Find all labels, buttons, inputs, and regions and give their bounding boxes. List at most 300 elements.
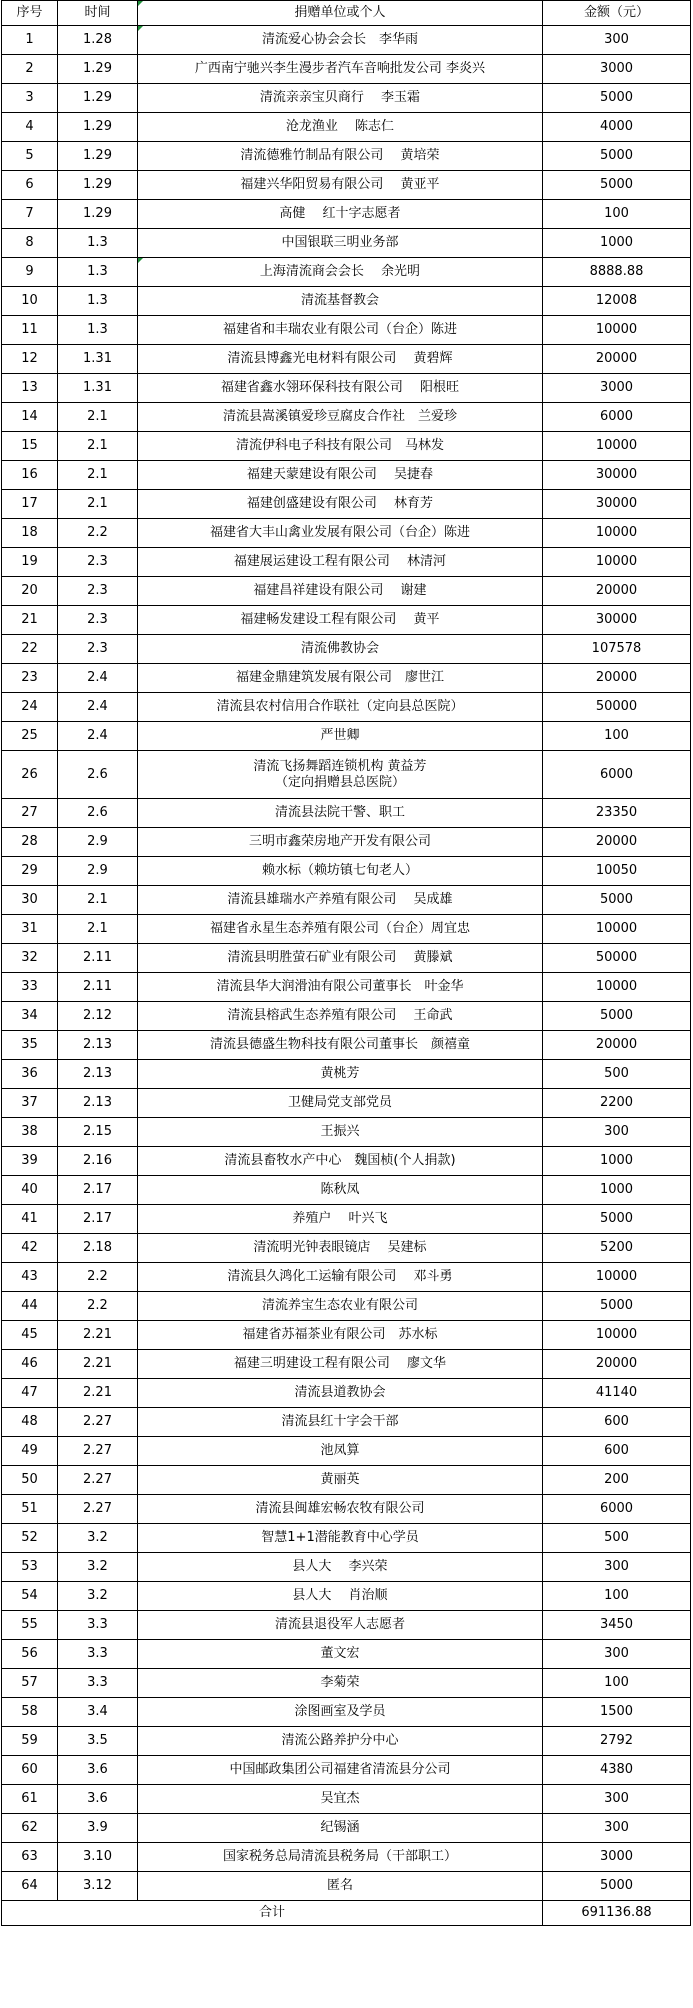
cell-time: 2.4	[58, 722, 138, 751]
cell-no: 60	[2, 1756, 58, 1785]
cell-no: 52	[2, 1524, 58, 1553]
cell-time: 2.9	[58, 857, 138, 886]
cell-time: 3.3	[58, 1669, 138, 1698]
cell-donor: 上海清流商会会长 余光明	[138, 258, 543, 287]
cell-amount: 10000	[543, 548, 691, 577]
cell-no: 10	[2, 287, 58, 316]
cell-amount: 12008	[543, 287, 691, 316]
cell-time: 2.21	[58, 1350, 138, 1379]
cell-no: 3	[2, 84, 58, 113]
table-row	[2, 1843, 691, 1872]
cell-no: 29	[2, 857, 58, 886]
cell-donor: 国家税务总局清流县税务局（干部职工）	[138, 1843, 543, 1872]
cell-amount: 200	[543, 1466, 691, 1495]
cell-donor: 清流伊科电子科技有限公司 马林发	[138, 432, 543, 461]
cell-amount: 1000	[543, 1176, 691, 1205]
cell-no: 19	[2, 548, 58, 577]
cell-amount: 10000	[543, 915, 691, 944]
table-row	[2, 84, 691, 113]
table-row	[2, 1089, 691, 1118]
cell-time: 2.1	[58, 915, 138, 944]
cell-amount: 300	[543, 26, 691, 55]
cell-time: 2.1	[58, 886, 138, 915]
cell-donor: 福建省苏福茶业有限公司 苏水标	[138, 1321, 543, 1350]
cell-time: 3.3	[58, 1640, 138, 1669]
cell-donor: 王振兴	[138, 1118, 543, 1147]
table-row	[2, 403, 691, 432]
cell-no: 14	[2, 403, 58, 432]
cell-amount: 1000	[543, 229, 691, 258]
table-row	[2, 1727, 691, 1756]
cell-donor: 清流县法院干警、职工	[138, 799, 543, 828]
cell-amount: 30000	[543, 606, 691, 635]
table-row	[2, 1002, 691, 1031]
table-row	[2, 1060, 691, 1089]
cell-amount: 5000	[543, 1002, 691, 1031]
cell-donor: 涂图画室及学员	[138, 1698, 543, 1727]
cell-donor: 养殖户 叶兴飞	[138, 1205, 543, 1234]
cell-donor: 福建创盛建设有限公司 林育芳	[138, 490, 543, 519]
cell-amount: 5000	[543, 886, 691, 915]
cell-donor: 池凤算	[138, 1437, 543, 1466]
table-row	[2, 635, 691, 664]
cell-time: 3.5	[58, 1727, 138, 1756]
table-row	[2, 1176, 691, 1205]
cell-time: 2.3	[58, 606, 138, 635]
cell-no: 20	[2, 577, 58, 606]
cell-donor: 福建省和丰瑞农业有限公司（台企）陈进	[138, 316, 543, 345]
cell-amount: 300	[543, 1118, 691, 1147]
cell-donor: 清流明光钟表眼镜店 吴建标	[138, 1234, 543, 1263]
cell-amount: 6000	[543, 403, 691, 432]
table-row	[2, 1698, 691, 1727]
cell-time: 1.31	[58, 374, 138, 403]
cell-amount: 20000	[543, 577, 691, 606]
cell-amount: 10000	[543, 1263, 691, 1292]
cell-no: 26	[2, 751, 58, 799]
cell-donor: 福建畅发建设工程有限公司 黄平	[138, 606, 543, 635]
cell-time: 2.1	[58, 432, 138, 461]
cell-amount: 2792	[543, 1727, 691, 1756]
cell-donor: 福建天蒙建设有限公司 吴捷春	[138, 461, 543, 490]
cell-donor: 清流爱心协会会长 李华雨	[138, 26, 543, 55]
cell-no: 48	[2, 1408, 58, 1437]
cell-donor: 董文宏	[138, 1640, 543, 1669]
cell-time: 3.6	[58, 1756, 138, 1785]
table-row	[2, 1031, 691, 1060]
cell-time: 2.18	[58, 1234, 138, 1263]
cell-time: 1.29	[58, 171, 138, 200]
table-row	[2, 973, 691, 1002]
cell-donor: 赖水标（赖坊镇七旬老人）	[138, 857, 543, 886]
cell-donor: 福建省大丰山禽业发展有限公司（台企）陈进	[138, 519, 543, 548]
table-row	[2, 1408, 691, 1437]
cell-time: 3.4	[58, 1698, 138, 1727]
cell-time: 1.3	[58, 258, 138, 287]
cell-amount: 10000	[543, 519, 691, 548]
table-row	[2, 490, 691, 519]
cell-time: 2.12	[58, 1002, 138, 1031]
cell-no: 22	[2, 635, 58, 664]
donation-table	[1, 0, 691, 1926]
table-row	[2, 374, 691, 403]
cell-time: 2.16	[58, 1147, 138, 1176]
table-row	[2, 258, 691, 287]
cell-amount: 500	[543, 1060, 691, 1089]
cell-time: 1.3	[58, 287, 138, 316]
cell-amount: 3000	[543, 1843, 691, 1872]
cell-amount: 20000	[543, 664, 691, 693]
header-row	[2, 1, 691, 26]
table-row	[2, 461, 691, 490]
cell-time: 3.2	[58, 1553, 138, 1582]
cell-no: 47	[2, 1379, 58, 1408]
cell-amount: 4380	[543, 1756, 691, 1785]
total-label: 合计	[2, 1901, 543, 1926]
cell-donor: 清流县博鑫光电材料有限公司 黄碧辉	[138, 345, 543, 374]
cell-donor: 清流县农村信用合作联社（定向县总医院）	[138, 693, 543, 722]
cell-donor: 清流养宝生态农业有限公司	[138, 1292, 543, 1321]
table-row	[2, 55, 691, 84]
cell-donor: 清流县嵩溪镇爱珍豆腐皮合作社 兰爱珍	[138, 403, 543, 432]
cell-no: 30	[2, 886, 58, 915]
cell-donor: 清流县德盛生物科技有限公司董事长 颜禧童	[138, 1031, 543, 1060]
table-row	[2, 693, 691, 722]
total-row	[2, 1901, 691, 1926]
cell-no: 41	[2, 1205, 58, 1234]
cell-no: 40	[2, 1176, 58, 1205]
cell-no: 21	[2, 606, 58, 635]
cell-no: 4	[2, 113, 58, 142]
table-row	[2, 1466, 691, 1495]
table-row	[2, 1234, 691, 1263]
cell-donor: 县人大 李兴荣	[138, 1553, 543, 1582]
cell-donor: 黄丽英	[138, 1466, 543, 1495]
cell-time: 2.1	[58, 461, 138, 490]
table-row	[2, 1263, 691, 1292]
cell-donor: 清流县退役军人志愿者	[138, 1611, 543, 1640]
cell-amount: 5000	[543, 142, 691, 171]
cell-no: 45	[2, 1321, 58, 1350]
cell-time: 2.1	[58, 403, 138, 432]
cell-donor: 福建展运建设工程有限公司 林清河	[138, 548, 543, 577]
table-row	[2, 316, 691, 345]
table-row	[2, 1640, 691, 1669]
cell-amount: 600	[543, 1408, 691, 1437]
cell-donor: 清流县华大润滑油有限公司董事长 叶金华	[138, 973, 543, 1002]
header-no: 序号	[2, 1, 58, 26]
cell-time: 2.2	[58, 1292, 138, 1321]
cell-time: 2.4	[58, 693, 138, 722]
cell-time: 1.29	[58, 142, 138, 171]
cell-amount: 100	[543, 722, 691, 751]
table-row	[2, 1495, 691, 1524]
cell-time: 1.29	[58, 84, 138, 113]
table-row	[2, 1118, 691, 1147]
cell-donor: 清流德雅竹制品有限公司 黄培荣	[138, 142, 543, 171]
table-row	[2, 1147, 691, 1176]
cell-donor: 清流县雄瑞水产养殖有限公司 吴成雄	[138, 886, 543, 915]
table-row	[2, 664, 691, 693]
cell-amount: 5000	[543, 1872, 691, 1901]
cell-time: 1.29	[58, 55, 138, 84]
cell-time: 3.2	[58, 1582, 138, 1611]
cell-donor: 清流县闽雄宏畅农牧有限公司	[138, 1495, 543, 1524]
table-row	[2, 1524, 691, 1553]
cell-donor: 清流基督教会	[138, 287, 543, 316]
header-donor: 捐赠单位或个人	[138, 1, 543, 26]
cell-donor: 清流县榕武生态养殖有限公司 王命武	[138, 1002, 543, 1031]
cell-amount: 3000	[543, 55, 691, 84]
table-row	[2, 722, 691, 751]
cell-no: 17	[2, 490, 58, 519]
cell-no: 42	[2, 1234, 58, 1263]
cell-donor: 严世卿	[138, 722, 543, 751]
cell-no: 36	[2, 1060, 58, 1089]
cell-donor: 福建省永星生态养殖有限公司（台企）周宜忠	[138, 915, 543, 944]
cell-no: 34	[2, 1002, 58, 1031]
cell-amount: 50000	[543, 944, 691, 973]
table-row	[2, 1321, 691, 1350]
cell-no: 1	[2, 26, 58, 55]
cell-amount: 3450	[543, 1611, 691, 1640]
cell-amount: 30000	[543, 461, 691, 490]
cell-no: 58	[2, 1698, 58, 1727]
cell-amount: 300	[543, 1640, 691, 1669]
cell-amount: 2200	[543, 1089, 691, 1118]
table-row	[2, 432, 691, 461]
cell-donor	[138, 751, 543, 799]
cell-no: 13	[2, 374, 58, 403]
cell-time: 2.11	[58, 944, 138, 973]
cell-no: 37	[2, 1089, 58, 1118]
cell-time: 1.28	[58, 26, 138, 55]
cell-no: 5	[2, 142, 58, 171]
total-amount: 691136.88	[543, 1901, 691, 1926]
cell-time: 3.3	[58, 1611, 138, 1640]
cell-donor: 智慧1+1潜能教育中心学员	[138, 1524, 543, 1553]
header-time: 时间	[58, 1, 138, 26]
cell-no: 56	[2, 1640, 58, 1669]
cell-time: 2.27	[58, 1495, 138, 1524]
cell-no: 43	[2, 1263, 58, 1292]
cell-amount: 6000	[543, 1495, 691, 1524]
cell-amount: 5000	[543, 84, 691, 113]
cell-amount: 20000	[543, 828, 691, 857]
cell-amount: 20000	[543, 345, 691, 374]
cell-time: 2.17	[58, 1205, 138, 1234]
cell-amount: 10050	[543, 857, 691, 886]
cell-donor: 清流佛教协会	[138, 635, 543, 664]
table-row	[2, 229, 691, 258]
cell-time: 2.11	[58, 973, 138, 1002]
cell-amount: 5000	[543, 171, 691, 200]
cell-donor: 县人大 肖治顺	[138, 1582, 543, 1611]
cell-time: 2.4	[58, 664, 138, 693]
cell-time: 2.21	[58, 1321, 138, 1350]
cell-no: 64	[2, 1872, 58, 1901]
cell-no: 6	[2, 171, 58, 200]
cell-amount: 3000	[543, 374, 691, 403]
table-row	[2, 577, 691, 606]
cell-time: 2.17	[58, 1176, 138, 1205]
cell-donor: 中国邮政集团公司福建省清流县分公司	[138, 1756, 543, 1785]
cell-donor: 高健 红十字志愿者	[138, 200, 543, 229]
cell-time: 1.29	[58, 113, 138, 142]
cell-time: 2.21	[58, 1379, 138, 1408]
cell-donor: 福建昌祥建设有限公司 谢建	[138, 577, 543, 606]
cell-no: 46	[2, 1350, 58, 1379]
table-row	[2, 519, 691, 548]
cell-no: 39	[2, 1147, 58, 1176]
table-row	[2, 1553, 691, 1582]
cell-no: 18	[2, 519, 58, 548]
cell-time: 2.2	[58, 519, 138, 548]
cell-no: 16	[2, 461, 58, 490]
table-row	[2, 1379, 691, 1408]
cell-time: 2.27	[58, 1408, 138, 1437]
table-row	[2, 345, 691, 374]
cell-amount: 20000	[543, 1350, 691, 1379]
table-row	[2, 1814, 691, 1843]
cell-donor: 清流公路养护分中心	[138, 1727, 543, 1756]
table-row	[2, 142, 691, 171]
cell-time: 2.3	[58, 548, 138, 577]
cell-donor: 清流县久鸿化工运输有限公司 邓斗勇	[138, 1263, 543, 1292]
cell-no: 28	[2, 828, 58, 857]
cell-amount: 30000	[543, 490, 691, 519]
cell-amount: 6000	[543, 751, 691, 799]
cell-time: 2.1	[58, 490, 138, 519]
table-row	[2, 828, 691, 857]
table-row	[2, 26, 691, 55]
cell-donor: 广西南宁驰兴李生漫步者汽车音响批发公司 李炎兴	[138, 55, 543, 84]
cell-amount: 10000	[543, 1321, 691, 1350]
cell-amount: 107578	[543, 635, 691, 664]
cell-amount: 10000	[543, 432, 691, 461]
cell-no: 12	[2, 345, 58, 374]
cell-no: 49	[2, 1437, 58, 1466]
cell-time: 2.27	[58, 1466, 138, 1495]
cell-time: 2.27	[58, 1437, 138, 1466]
cell-time: 2.6	[58, 799, 138, 828]
table-row	[2, 1437, 691, 1466]
cell-amount: 5200	[543, 1234, 691, 1263]
table-row	[2, 857, 691, 886]
cell-no: 25	[2, 722, 58, 751]
cell-no: 38	[2, 1118, 58, 1147]
cell-time: 1.29	[58, 200, 138, 229]
table-row	[2, 1611, 691, 1640]
cell-time: 2.6	[58, 751, 138, 799]
cell-no: 35	[2, 1031, 58, 1060]
donation-table-body	[2, 1, 691, 1926]
header-amount: 金额（元）	[543, 1, 691, 26]
table-row	[2, 200, 691, 229]
cell-no: 33	[2, 973, 58, 1002]
cell-time: 3.6	[58, 1785, 138, 1814]
table-row	[2, 1872, 691, 1901]
cell-no: 59	[2, 1727, 58, 1756]
table-row	[2, 1350, 691, 1379]
cell-amount: 10000	[543, 973, 691, 1002]
cell-donor: 清流亲亲宝贝商行 李玉霜	[138, 84, 543, 113]
cell-donor: 三明市鑫荣房地产开发有限公司	[138, 828, 543, 857]
cell-amount: 1500	[543, 1698, 691, 1727]
table-row	[2, 548, 691, 577]
cell-amount: 300	[543, 1785, 691, 1814]
cell-donor: 黄桃芳	[138, 1060, 543, 1089]
cell-amount: 23350	[543, 799, 691, 828]
table-row	[2, 287, 691, 316]
table-row	[2, 1756, 691, 1785]
cell-no: 62	[2, 1814, 58, 1843]
table-row	[2, 171, 691, 200]
cell-no: 7	[2, 200, 58, 229]
cell-donor: 中国银联三明业务部	[138, 229, 543, 258]
cell-amount: 500	[543, 1524, 691, 1553]
cell-donor: 清流县红十字会干部	[138, 1408, 543, 1437]
table-row	[2, 1292, 691, 1321]
cell-amount: 5000	[543, 1205, 691, 1234]
cell-time: 2.9	[58, 828, 138, 857]
table-row	[2, 751, 691, 799]
cell-donor: 福建兴华阳贸易有限公司 黄亚平	[138, 171, 543, 200]
cell-amount: 10000	[543, 316, 691, 345]
cell-amount: 300	[543, 1814, 691, 1843]
cell-no: 27	[2, 799, 58, 828]
cell-no: 23	[2, 664, 58, 693]
table-row	[2, 1582, 691, 1611]
cell-no: 24	[2, 693, 58, 722]
cell-amount: 5000	[543, 1292, 691, 1321]
cell-donor: 沧龙渔业 陈志仁	[138, 113, 543, 142]
cell-amount: 1000	[543, 1147, 691, 1176]
cell-time: 2.13	[58, 1089, 138, 1118]
cell-donor: 清流县畜牧水产中心 魏国桢(个人捐款)	[138, 1147, 543, 1176]
cell-time: 1.31	[58, 345, 138, 374]
cell-amount: 600	[543, 1437, 691, 1466]
cell-amount: 4000	[543, 113, 691, 142]
cell-donor-line2: （定向捐赠县总医院）	[274, 774, 405, 790]
cell-no: 31	[2, 915, 58, 944]
cell-time: 1.3	[58, 229, 138, 258]
cell-no: 2	[2, 55, 58, 84]
cell-no: 55	[2, 1611, 58, 1640]
cell-no: 8	[2, 229, 58, 258]
cell-no: 50	[2, 1466, 58, 1495]
cell-no: 63	[2, 1843, 58, 1872]
cell-amount: 100	[543, 1582, 691, 1611]
cell-donor: 匿名	[138, 1872, 543, 1901]
cell-no: 61	[2, 1785, 58, 1814]
cell-time: 2.3	[58, 635, 138, 664]
cell-donor: 福建三明建设工程有限公司 廖文华	[138, 1350, 543, 1379]
cell-donor: 卫健局党支部党员	[138, 1089, 543, 1118]
cell-amount: 50000	[543, 693, 691, 722]
cell-time: 3.9	[58, 1814, 138, 1843]
table-row	[2, 799, 691, 828]
cell-donor: 福建金鼎建筑发展有限公司 廖世江	[138, 664, 543, 693]
cell-no: 53	[2, 1553, 58, 1582]
cell-time: 2.15	[58, 1118, 138, 1147]
cell-time: 3.12	[58, 1872, 138, 1901]
cell-no: 11	[2, 316, 58, 345]
cell-time: 3.2	[58, 1524, 138, 1553]
cell-time: 3.10	[58, 1843, 138, 1872]
cell-donor-line1: 清流飞扬舞蹈连锁机构 黄益芳	[253, 758, 427, 774]
table-row	[2, 606, 691, 635]
